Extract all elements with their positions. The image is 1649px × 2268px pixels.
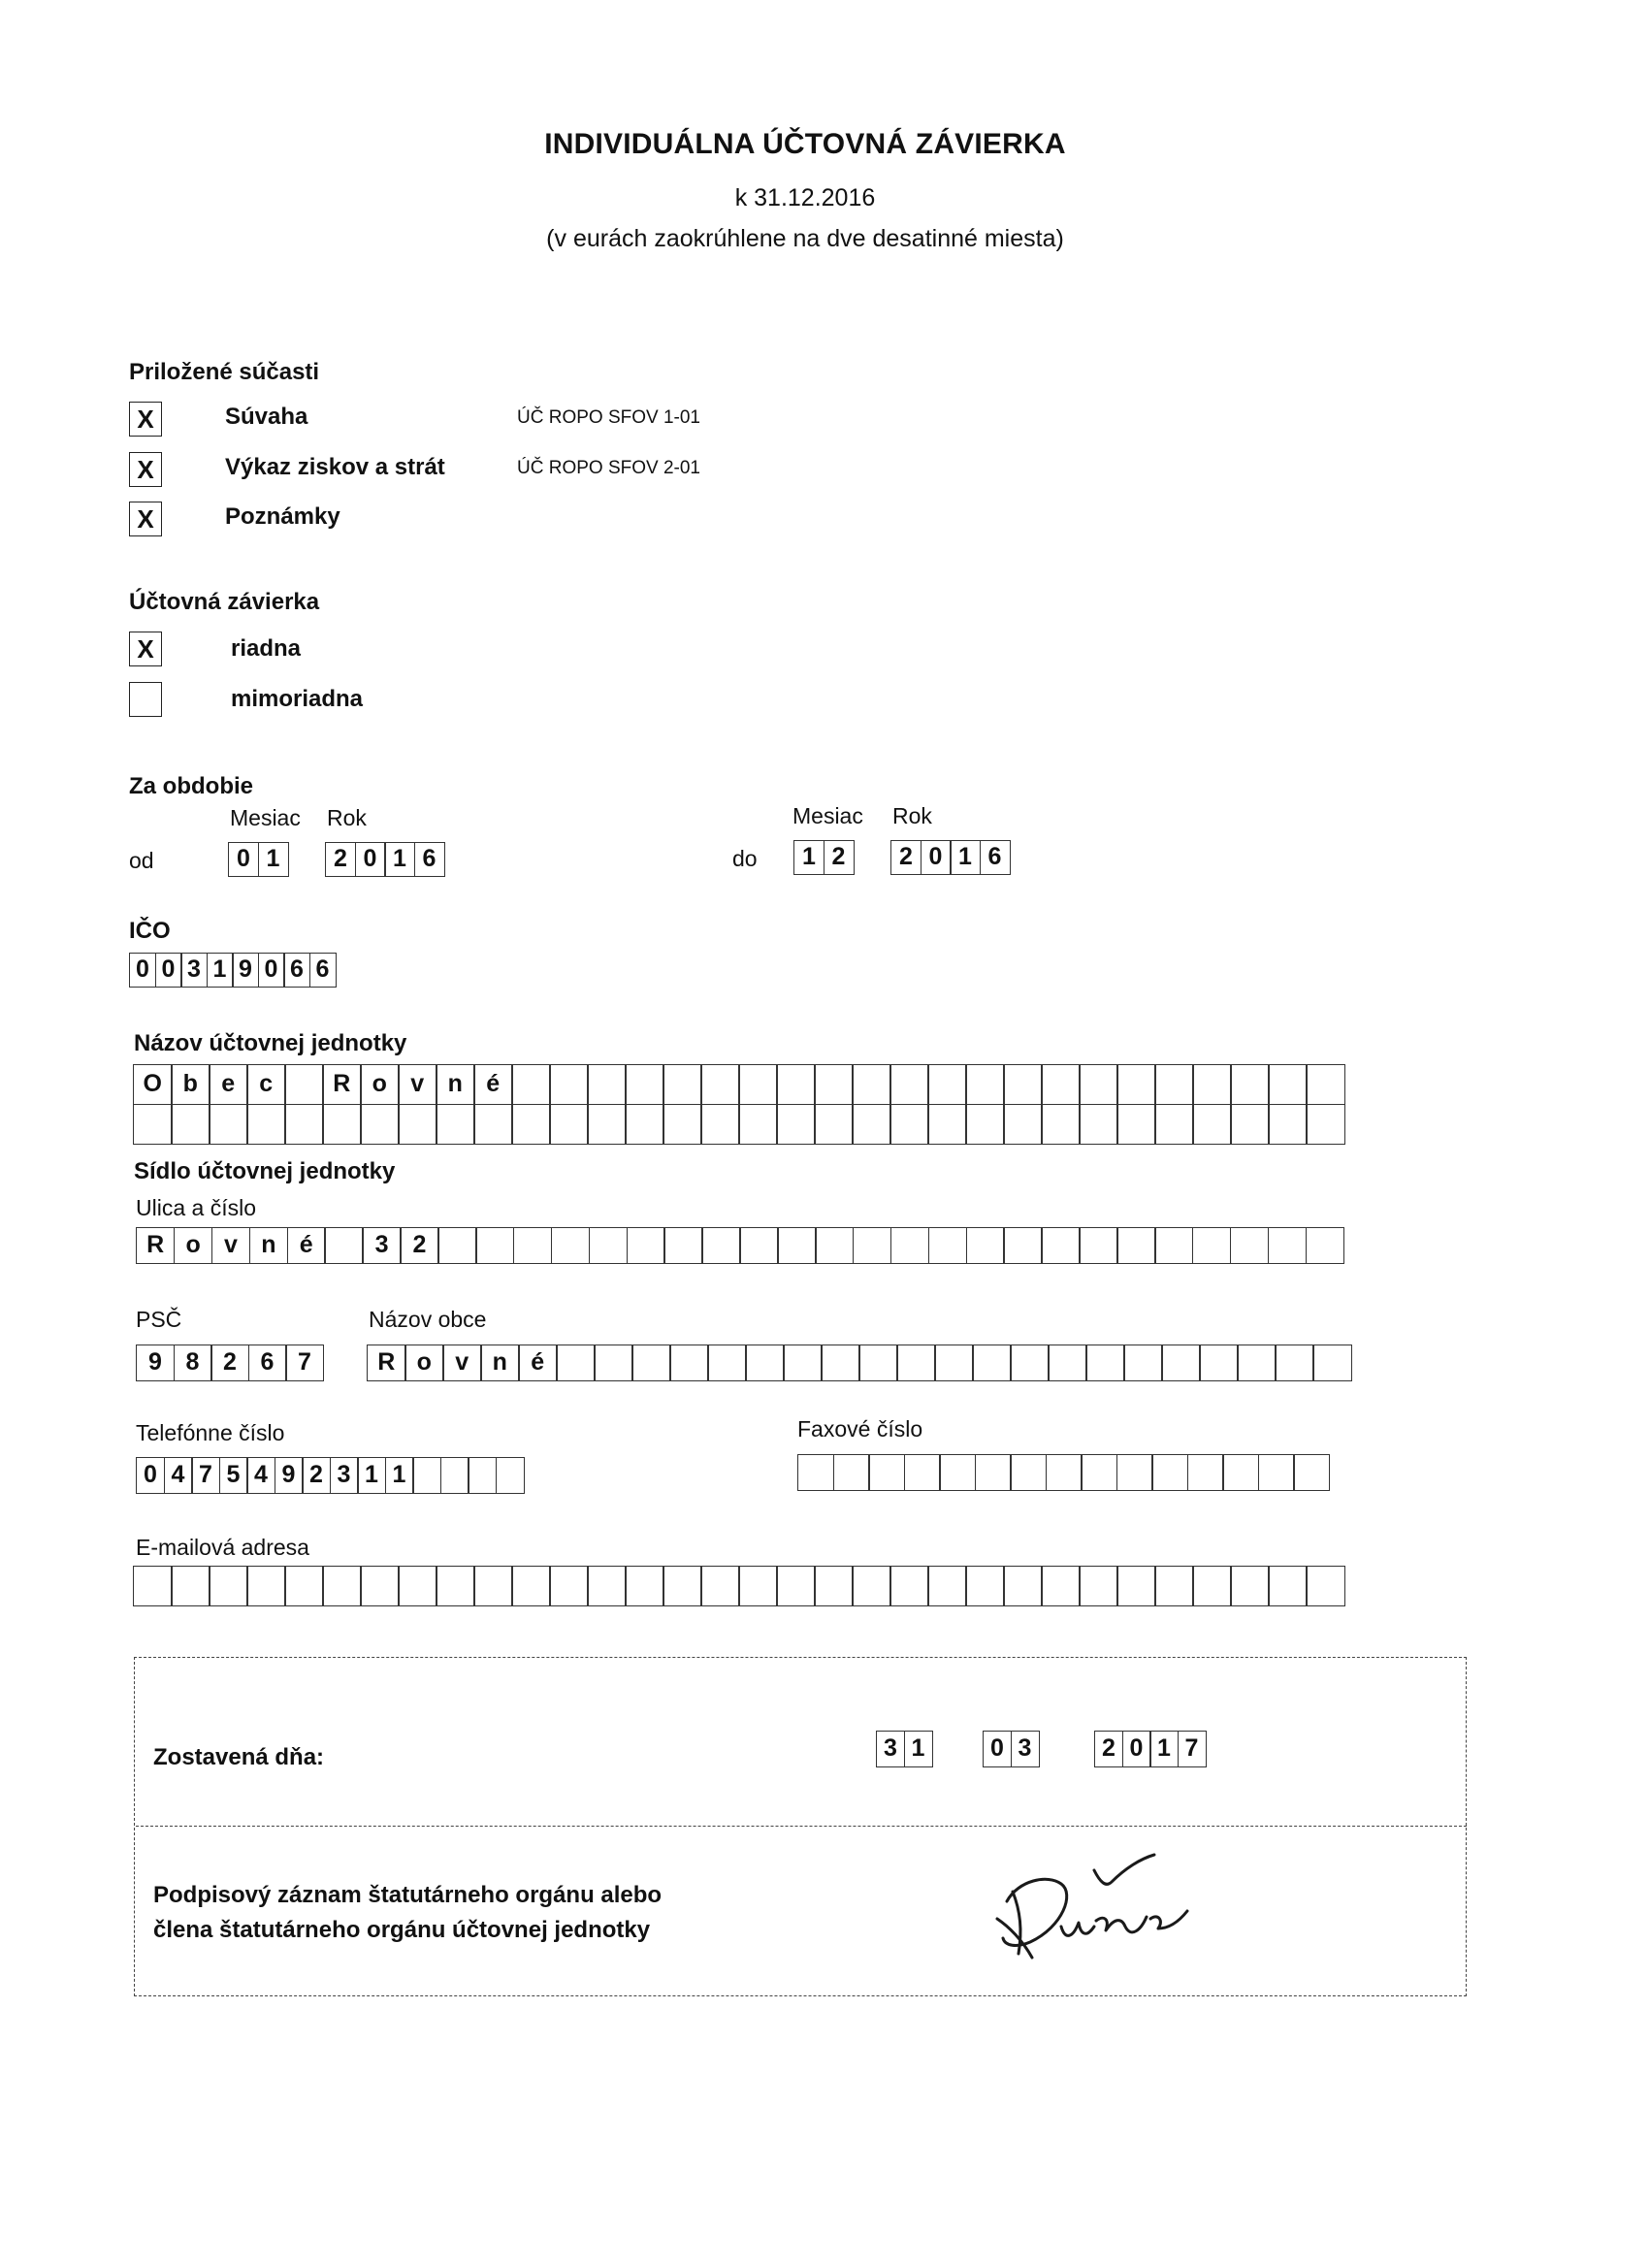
char-box[interactable]: 8 [174,1345,212,1381]
char-box[interactable] [1041,1104,1081,1145]
char-box[interactable] [927,1064,967,1105]
char-box[interactable]: 2 [890,840,922,875]
char-box[interactable]: 6 [309,953,337,988]
from-year-label: Rok [327,805,367,830]
char-box[interactable] [1079,1064,1118,1105]
char-box[interactable] [511,1064,551,1105]
attachment-code-suvaha: ÚČ ROPO SFOV 1-01 [517,407,700,428]
char-box[interactable] [833,1454,870,1491]
char-box[interactable] [1116,1454,1153,1491]
char-box[interactable] [1306,1227,1344,1264]
char-box[interactable] [934,1345,974,1381]
char-box[interactable] [1154,1566,1194,1606]
compiled-day-boxes[interactable] [876,1731,933,1767]
char-box[interactable] [360,1104,400,1145]
compiled-year-boxes[interactable] [1094,1731,1207,1767]
char-box[interactable] [1116,1104,1156,1145]
char-box[interactable]: 2 [325,842,356,877]
char-box[interactable] [663,1227,702,1264]
char-box[interactable] [549,1104,589,1145]
char-box[interactable]: 6 [980,840,1011,875]
char-box[interactable] [1222,1454,1259,1491]
char-box[interactable] [852,1104,891,1145]
char-box[interactable] [700,1566,740,1606]
char-box[interactable] [1154,1104,1194,1145]
char-box[interactable] [776,1566,816,1606]
char-box[interactable] [707,1345,747,1381]
compiled-date-label: Zostavená dňa: [153,1744,325,1770]
psc-boxes[interactable] [136,1345,324,1381]
char-box[interactable]: b [171,1064,210,1105]
char-box[interactable]: é [287,1227,326,1264]
to-year-boxes[interactable] [890,840,1011,875]
attachment-code-vykaz: ÚČ ROPO SFOV 2-01 [517,458,700,478]
char-box[interactable] [625,1064,664,1105]
char-box[interactable]: o [360,1064,400,1105]
char-box[interactable] [1293,1454,1330,1491]
char-box[interactable] [171,1104,210,1145]
char-box[interactable] [814,1064,854,1105]
char-box[interactable] [246,1104,286,1145]
to-year-label: Rok [892,803,932,828]
char-box[interactable] [549,1566,589,1606]
char-box[interactable] [1230,1566,1270,1606]
char-box[interactable] [965,1104,1005,1145]
char-box[interactable] [1268,1104,1308,1145]
char-box[interactable] [1154,1064,1194,1105]
phone-boxes[interactable] [136,1457,525,1494]
street-boxes[interactable] [136,1227,1344,1264]
attachment-checkbox-poznamky[interactable]: X [129,502,162,536]
char-box[interactable] [1154,1227,1193,1264]
email-label: E-mailová adresa [136,1535,309,1560]
char-box[interactable]: 6 [283,953,310,988]
char-box[interactable]: 7 [1178,1731,1207,1767]
char-box[interactable] [783,1345,823,1381]
char-box[interactable] [965,1566,1005,1606]
char-box[interactable] [398,1104,437,1145]
name-label: Názov účtovnej jednotky [134,1030,407,1056]
char-box[interactable] [496,1457,525,1494]
statement-checkbox-mimoriadna[interactable] [129,682,162,717]
char-box[interactable]: 6 [248,1345,287,1381]
char-box[interactable] [975,1454,1012,1491]
char-box[interactable] [1123,1345,1163,1381]
char-box[interactable] [1230,1064,1270,1105]
char-box[interactable] [587,1104,627,1145]
char-box[interactable] [1268,1227,1307,1264]
city-boxes[interactable] [367,1345,1352,1381]
char-box[interactable]: 2 [400,1227,438,1264]
date-line: k 31.12.2016 [734,184,876,211]
char-box[interactable]: 4 [164,1457,193,1494]
char-box[interactable] [928,1227,967,1264]
statement-type-heading: Účtovná závierka [129,589,320,615]
char-box[interactable] [1085,1345,1125,1381]
char-box[interactable] [738,1064,778,1105]
from-month-boxes[interactable] [228,842,289,877]
char-box[interactable] [511,1104,551,1145]
attachment-label-poznamky: Poznámky [225,503,340,530]
char-box[interactable]: é [518,1345,558,1381]
char-box[interactable]: 2 [210,1345,249,1381]
char-box[interactable] [663,1104,702,1145]
char-box[interactable]: 9 [232,953,259,988]
char-box[interactable] [1230,1104,1270,1145]
name-row2-boxes[interactable] [133,1104,1345,1145]
attachments-heading: Priložené súčasti [129,359,320,385]
units-line: (v eurách zaokrúhlene na dve desatinné miesta) [546,225,1064,252]
char-box[interactable] [473,1104,513,1145]
ico-label: IČO [129,918,171,944]
char-box[interactable] [589,1227,628,1264]
char-box[interactable]: 1 [1149,1731,1179,1767]
char-box[interactable] [1306,1064,1345,1105]
char-box[interactable] [663,1064,702,1105]
char-box[interactable] [1116,1566,1156,1606]
char-box[interactable] [284,1566,324,1606]
char-box[interactable]: 0 [136,1457,165,1494]
char-box[interactable] [965,1064,1005,1105]
char-box[interactable] [440,1457,469,1494]
char-box[interactable] [1041,1227,1080,1264]
char-box[interactable]: 3 [876,1731,905,1767]
char-box[interactable]: O [133,1064,173,1105]
char-box[interactable] [1046,1454,1083,1491]
char-box[interactable]: 0 [921,840,952,875]
to-month-label: Mesiac [792,803,863,828]
char-box[interactable] [745,1345,785,1381]
char-box[interactable] [814,1566,854,1606]
char-box[interactable] [511,1566,551,1606]
char-box[interactable] [1041,1064,1081,1105]
char-box[interactable]: v [398,1064,437,1105]
char-box[interactable] [889,1566,929,1606]
char-box[interactable] [858,1345,898,1381]
char-box[interactable]: 0 [228,842,259,877]
char-box[interactable]: R [136,1227,175,1264]
char-box[interactable] [1116,1227,1155,1264]
char-box[interactable]: o [174,1227,212,1264]
char-box[interactable] [1192,1227,1231,1264]
char-box[interactable]: 5 [219,1457,248,1494]
char-box[interactable] [815,1227,854,1264]
signature-label-line2: člena štatutárneho orgánu účtovnej jednotky [153,1917,651,1943]
char-box[interactable] [631,1345,671,1381]
char-box[interactable]: v [211,1227,250,1264]
char-box[interactable] [1268,1064,1308,1105]
char-box[interactable] [1003,1064,1043,1105]
char-box[interactable] [551,1227,590,1264]
char-box[interactable] [322,1104,362,1145]
statement-checkbox-riadna[interactable]: X [129,632,162,666]
char-box[interactable]: 0 [258,953,285,988]
char-box[interactable] [1079,1104,1118,1145]
from-year-boxes[interactable] [325,842,445,877]
char-box[interactable]: 1 [258,842,289,877]
char-box[interactable]: 1 [384,842,415,877]
document-title: INDIVIDUÁLNA ÚČTOVNÁ ZÁVIERKA [544,128,1066,160]
char-box[interactable]: 1 [207,953,234,988]
char-box[interactable] [360,1566,400,1606]
char-box[interactable] [1079,1566,1118,1606]
char-box[interactable]: 0 [129,953,156,988]
char-box[interactable] [904,1454,941,1491]
char-box[interactable] [1003,1104,1043,1145]
char-box[interactable] [171,1566,210,1606]
char-box[interactable] [797,1454,834,1491]
char-box[interactable] [594,1345,633,1381]
char-box[interactable] [927,1566,967,1606]
period-heading: Za obdobie [129,773,253,799]
char-box[interactable]: 0 [983,1731,1012,1767]
statement-label-mimoriadna: mimoriadna [231,686,364,712]
char-box[interactable]: 4 [246,1457,275,1494]
psc-label: PSČ [136,1307,182,1332]
char-box[interactable] [627,1227,665,1264]
char-box[interactable]: 9 [136,1345,175,1381]
char-box[interactable]: c [246,1064,286,1105]
char-box[interactable]: 7 [285,1345,324,1381]
char-box[interactable] [1237,1345,1277,1381]
char-box[interactable] [972,1345,1012,1381]
char-box[interactable] [1003,1227,1042,1264]
char-box[interactable] [852,1566,891,1606]
char-box[interactable] [324,1227,363,1264]
char-box[interactable] [1079,1227,1117,1264]
char-box[interactable] [1199,1345,1239,1381]
char-box[interactable] [853,1227,891,1264]
char-box[interactable] [821,1345,860,1381]
char-box[interactable] [738,1104,778,1145]
char-box[interactable] [669,1345,709,1381]
char-box[interactable] [1192,1064,1232,1105]
to-label: do [732,846,758,871]
char-box[interactable] [927,1104,967,1145]
char-box[interactable] [1306,1566,1345,1606]
char-box[interactable]: R [367,1345,406,1381]
char-box[interactable] [889,1064,929,1105]
char-box[interactable]: n [249,1227,288,1264]
char-box[interactable]: 1 [385,1457,414,1494]
phone-label: Telefónne číslo [136,1420,285,1445]
char-box[interactable] [1116,1064,1156,1105]
char-box[interactable] [852,1064,891,1105]
char-box[interactable]: 2 [1094,1731,1123,1767]
signature-label-line1: Podpisový záznam štatutárneho orgánu alebo [153,1882,663,1908]
char-box[interactable] [738,1566,778,1606]
char-box[interactable] [1003,1566,1043,1606]
char-box[interactable] [1192,1566,1232,1606]
char-box[interactable]: 1 [950,840,981,875]
char-box[interactable] [587,1566,627,1606]
email-boxes[interactable] [133,1566,1345,1606]
char-box[interactable] [868,1454,905,1491]
char-box[interactable] [966,1227,1005,1264]
char-box[interactable] [1306,1104,1345,1145]
char-box[interactable] [1312,1345,1352,1381]
char-box[interactable] [284,1104,324,1145]
char-box[interactable]: 1 [793,840,824,875]
char-box[interactable] [246,1566,286,1606]
char-box[interactable] [890,1227,929,1264]
char-box[interactable] [1192,1104,1232,1145]
char-box[interactable]: 3 [330,1457,359,1494]
char-box[interactable]: 7 [191,1457,220,1494]
char-box[interactable] [1151,1454,1188,1491]
char-box[interactable] [663,1566,702,1606]
char-box[interactable]: 3 [180,953,208,988]
char-box[interactable] [776,1104,816,1145]
to-month-boxes[interactable] [793,840,855,875]
char-box[interactable]: R [322,1064,362,1105]
char-box[interactable] [1258,1454,1295,1491]
fax-boxes[interactable] [797,1454,1330,1491]
char-box[interactable] [625,1104,664,1145]
block-divider [136,1826,1467,1827]
from-month-label: Mesiac [230,805,301,830]
ico-boxes[interactable] [129,953,337,988]
char-box[interactable]: 0 [1122,1731,1151,1767]
char-box[interactable]: n [436,1064,475,1105]
char-box[interactable] [896,1345,936,1381]
char-box[interactable] [412,1457,441,1494]
char-box[interactable] [322,1566,362,1606]
from-label: od [129,848,154,873]
char-box[interactable] [1081,1454,1117,1491]
char-box[interactable] [437,1227,476,1264]
compiled-month-boxes[interactable] [983,1731,1040,1767]
char-box[interactable] [556,1345,596,1381]
char-box[interactable]: n [480,1345,520,1381]
char-box[interactable] [436,1104,475,1145]
street-label: Ulica a číslo [136,1195,256,1220]
char-box[interactable] [473,1566,513,1606]
attachment-checkbox-suvaha[interactable]: X [129,402,162,437]
char-box[interactable]: 3 [1011,1731,1040,1767]
compiled-signature-block [134,1657,1467,1996]
char-box[interactable] [1161,1345,1201,1381]
char-box[interactable]: 3 [362,1227,401,1264]
char-box[interactable]: 9 [275,1457,304,1494]
char-box[interactable] [1230,1227,1269,1264]
char-box[interactable] [468,1457,497,1494]
statement-label-riadna: riadna [231,635,302,662]
char-box[interactable] [739,1227,778,1264]
char-box[interactable] [587,1064,627,1105]
char-box[interactable] [1010,1345,1050,1381]
city-label: Názov obce [369,1307,487,1332]
char-box[interactable] [889,1104,929,1145]
char-box[interactable]: 1 [357,1457,386,1494]
attachment-label-suvaha: Súvaha [225,404,308,430]
char-box[interactable] [133,1566,173,1606]
char-box[interactable] [1187,1454,1224,1491]
char-box[interactable] [549,1064,589,1105]
attachment-label-vykaz: Výkaz ziskov a strát [225,454,445,480]
seat-label: Sídlo účtovnej jednotky [134,1158,396,1184]
char-box[interactable] [701,1227,740,1264]
char-box[interactable] [209,1566,248,1606]
char-box[interactable] [1268,1566,1308,1606]
char-box[interactable]: 6 [414,842,445,877]
fax-label: Faxové číslo [797,1416,923,1442]
char-box[interactable] [284,1064,324,1105]
char-box[interactable] [513,1227,552,1264]
char-box[interactable]: 0 [355,842,386,877]
char-box[interactable]: o [404,1345,444,1381]
char-box[interactable] [776,1064,816,1105]
char-box[interactable] [1275,1345,1314,1381]
char-box[interactable] [1041,1566,1081,1606]
handwritten-signature [980,1833,1212,1979]
char-box[interactable] [133,1104,173,1145]
attachment-checkbox-vykaz[interactable]: X [129,452,162,487]
char-box[interactable] [398,1566,437,1606]
char-box[interactable]: e [209,1064,248,1105]
name-row1-boxes[interactable] [133,1064,1345,1105]
char-box[interactable] [625,1566,664,1606]
char-box[interactable] [475,1227,514,1264]
char-box[interactable]: v [442,1345,482,1381]
char-box[interactable]: 2 [824,840,855,875]
char-box[interactable] [436,1566,475,1606]
char-box[interactable] [777,1227,816,1264]
char-box[interactable]: 1 [904,1731,933,1767]
char-box[interactable] [209,1104,248,1145]
char-box[interactable] [1010,1454,1047,1491]
char-box[interactable] [700,1064,740,1105]
char-box[interactable] [939,1454,976,1491]
char-box[interactable]: 2 [302,1457,331,1494]
char-box[interactable] [700,1104,740,1145]
char-box[interactable] [1048,1345,1087,1381]
char-box[interactable] [814,1104,854,1145]
char-box[interactable]: é [473,1064,513,1105]
char-box[interactable]: 0 [155,953,182,988]
